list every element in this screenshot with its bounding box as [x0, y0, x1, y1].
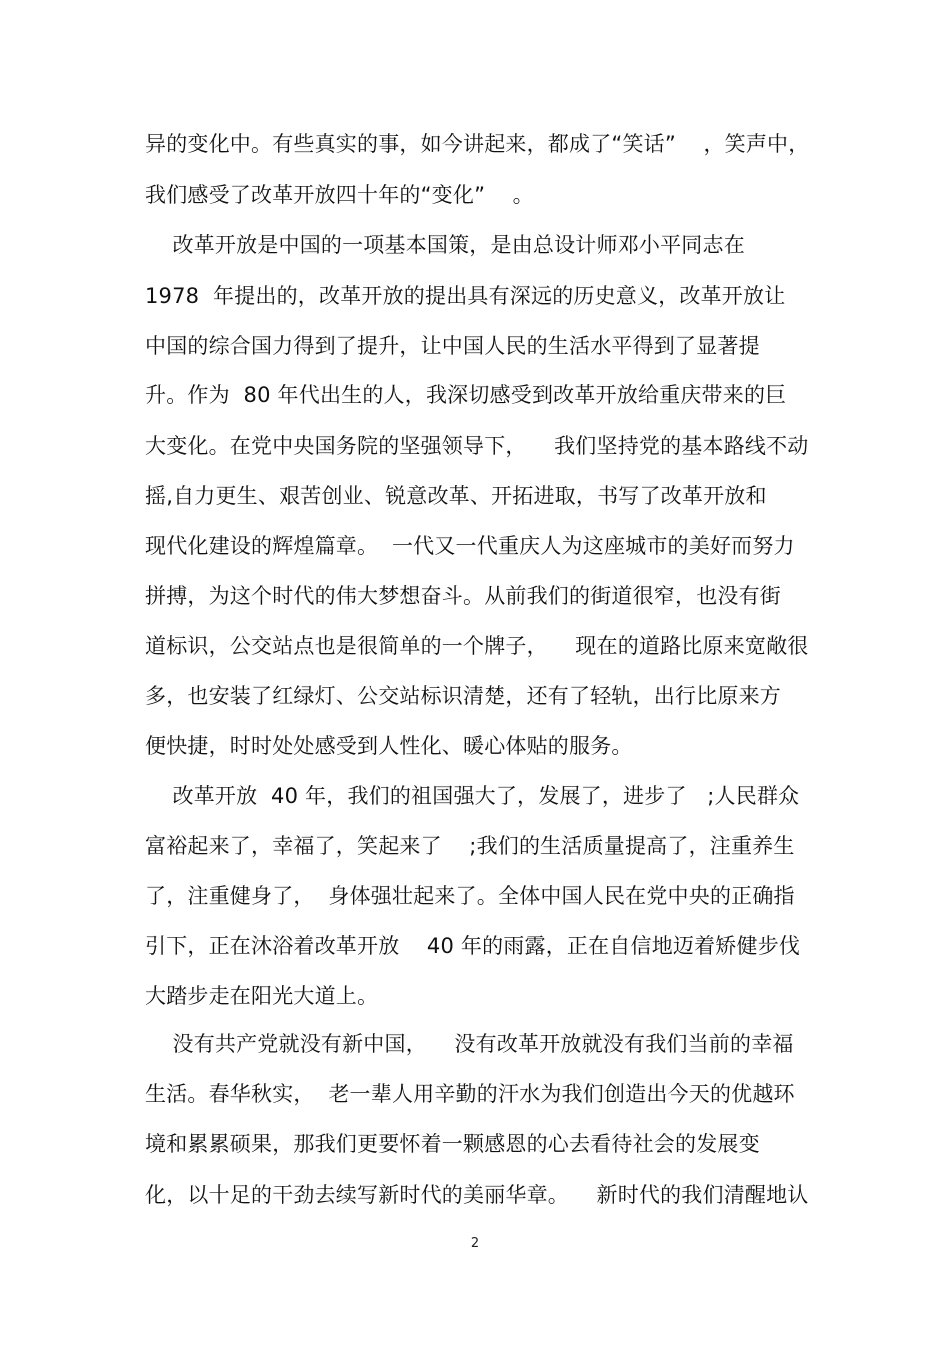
- text-line: 摇,自力更生、艰苦创业、锐意改革、开拓进取，书写了改革开放和: [145, 484, 767, 508]
- text-line: 我们感受了改革开放四十年的“变化” 。: [145, 183, 534, 207]
- text-line: 化，以十足的干劲去续写新时代的美丽华章。 新时代的我们清醒地认: [145, 1183, 809, 1207]
- text-line: 生活。春华秋实， 老一辈人用辛勤的汗水为我们创造出今天的优越环: [145, 1082, 795, 1106]
- text-line: 异的变化中。有些真实的事，如今讲起来，都成了“笑话” ，笑声中，: [145, 132, 810, 156]
- text-line: 引下，正在沐浴着改革开放 40 年的雨露，正在自信地迈着矫健步伐: [145, 934, 801, 958]
- text-line: 改革开放是中国的一项基本国策，是由总设计师邓小平同志在: [145, 233, 745, 257]
- text-line: 境和累累硕果，那我们更要怀着一颗感恩的心去看待社会的发展变: [145, 1132, 760, 1156]
- text-line: 便快捷，时时处处感受到人性化、暖心体贴的服务。: [145, 734, 633, 758]
- text-line: 没有共产党就没有新中国， 没有改革开放就没有我们当前的幸福: [145, 1032, 794, 1056]
- text-line: 多，也安装了红绿灯、公交站标识清楚，还有了轻轨，出行比原来方: [145, 684, 781, 708]
- page-number: 2: [470, 1236, 480, 1251]
- text-line: 道标识，公交站点也是很简单的一个牌子， 现在的道路比原来宽敞很: [145, 634, 809, 658]
- text-line: 拼搏，为这个时代的伟大梦想奋斗。从前我们的街道很窄，也没有街: [145, 584, 781, 608]
- text-line: 了，注重健身了， 身体强壮起来了。全体中国人民在党中央的正确指: [145, 884, 795, 908]
- text-line: 大变化。在党中央国务院的坚强领导下， 我们坚持党的基本路线不动: [145, 434, 809, 458]
- text-line: 大踏步走在阳光大道上。: [145, 984, 379, 1008]
- text-line: 1978 年提出的，改革开放的提出具有深远的历史意义，改革开放让: [145, 284, 786, 308]
- text-line: 中国的综合国力得到了提升，让中国人民的生活水平得到了显著提: [145, 334, 760, 358]
- text-line: 升。作为 80 年代出生的人，我深切感受到改革开放给重庆带来的巨: [145, 383, 787, 407]
- text-line: 现代化建设的辉煌篇章。 一代又一代重庆人为这座城市的美好而努力: [145, 534, 795, 558]
- text-line: 富裕起来了，幸福了，笑起来了 ;我们的生活质量提高了，注重养生: [145, 834, 795, 858]
- text-line: 改革开放 40 年，我们的祖国强大了，发展了，进步了 ;人民群众: [145, 784, 800, 808]
